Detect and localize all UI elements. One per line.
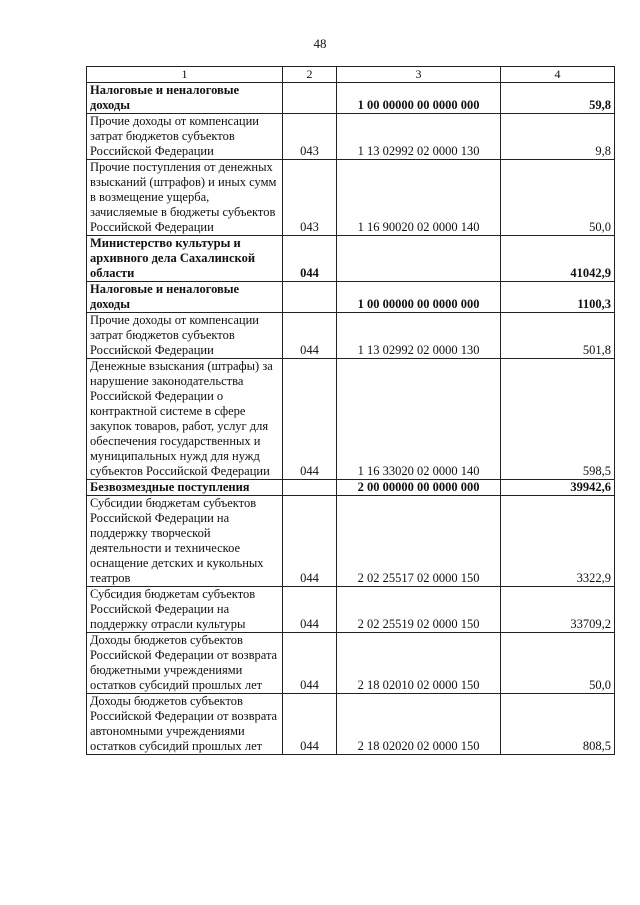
row-classification-code-cell: 2 00 00000 00 0000 000: [337, 480, 501, 496]
column-number-4: 4: [501, 67, 615, 83]
table-row: [87, 114, 615, 160]
row-admin-code-cell: [283, 480, 337, 496]
row-admin-code-cell: 044: [283, 359, 337, 480]
row-admin-code-cell: [283, 83, 337, 114]
row-admin-code-cell: 044: [283, 236, 337, 282]
table-row: [87, 236, 615, 282]
row-classification-code-cell: [337, 236, 501, 282]
row-name-cell: Субсидии бюджетам субъектов Российской Федерации на поддержку творческой деятельности и техническое оснащение детских и кукольных театров: [87, 496, 283, 587]
row-name-cell: Доходы бюджетов субъектов Российской Федерации от возврата автономными учреждениями остатков субсидий прошлых лет: [87, 694, 283, 755]
row-name-cell: Прочие доходы от компенсации затрат бюджетов субъектов Российской Федерации: [87, 313, 283, 359]
row-amount-cell: 39942,6: [501, 480, 615, 496]
row-admin-code-cell: [283, 282, 337, 313]
row-name-cell: Налоговые и неналоговые доходы: [87, 282, 283, 313]
row-amount-cell: 3322,9: [501, 496, 615, 587]
row-amount-cell: 9,8: [501, 114, 615, 160]
table-row: [87, 359, 615, 480]
row-amount-cell: 598,5: [501, 359, 615, 480]
row-name-cell: Налоговые и неналоговые доходы: [87, 83, 283, 114]
row-classification-code-cell: 1 00 00000 00 0000 000: [337, 83, 501, 114]
row-name-cell: Министерство культуры и архивного дела Сахалинской области: [87, 236, 283, 282]
column-number-row: [87, 67, 615, 83]
row-amount-cell: 33709,2: [501, 587, 615, 633]
page-number: 48: [313, 36, 327, 51]
table-row: [87, 160, 615, 236]
row-name-cell: Субсидия бюджетам субъектов Российской Федерации на поддержку отрасли культуры: [87, 587, 283, 633]
row-classification-code-cell: 2 02 25517 02 0000 150: [337, 496, 501, 587]
row-classification-code-cell: 1 13 02992 02 0000 130: [337, 114, 501, 160]
row-admin-code-cell: 044: [283, 313, 337, 359]
row-amount-cell: 808,5: [501, 694, 615, 755]
table-row: [87, 282, 615, 313]
row-classification-code-cell: 1 00 00000 00 0000 000: [337, 282, 501, 313]
row-classification-code-cell: 2 02 25519 02 0000 150: [337, 587, 501, 633]
row-amount-cell: 50,0: [501, 160, 615, 236]
table-row: [87, 587, 615, 633]
row-classification-code-cell: 2 18 02020 02 0000 150: [337, 694, 501, 755]
row-admin-code-cell: 043: [283, 114, 337, 160]
column-number-2: 2: [283, 67, 337, 83]
row-classification-code-cell: 2 18 02010 02 0000 150: [337, 633, 501, 694]
row-name-cell: Прочие поступления от денежных взысканий (штрафов) и иных сумм в возмещение ущерба, зачисляемые в бюджеты субъектов Российской Федерации: [87, 160, 283, 236]
row-amount-cell: 59,8: [501, 83, 615, 114]
row-admin-code-cell: 044: [283, 496, 337, 587]
row-amount-cell: 41042,9: [501, 236, 615, 282]
row-admin-code-cell: 044: [283, 694, 337, 755]
row-name-cell: Безвозмездные поступления: [87, 480, 283, 496]
table-row: [87, 694, 615, 755]
column-number-1: 1: [87, 67, 283, 83]
table-row: [87, 83, 615, 114]
row-name-cell: Прочие доходы от компенсации затрат бюджетов субъектов Российской Федерации: [87, 114, 283, 160]
table-row: [87, 313, 615, 359]
column-number-3: 3: [337, 67, 501, 83]
row-classification-code-cell: 1 16 90020 02 0000 140: [337, 160, 501, 236]
row-amount-cell: 501,8: [501, 313, 615, 359]
row-admin-code-cell: 043: [283, 160, 337, 236]
budget-table: [86, 66, 615, 755]
row-admin-code-cell: 044: [283, 633, 337, 694]
table-row: [87, 496, 615, 587]
row-amount-cell: 1100,3: [501, 282, 615, 313]
row-name-cell: Доходы бюджетов субъектов Российской Федерации от возврата бюджетными учреждениями остатков субсидий прошлых лет: [87, 633, 283, 694]
row-classification-code-cell: 1 16 33020 02 0000 140: [337, 359, 501, 480]
table-row: [87, 633, 615, 694]
row-name-cell: Денежные взыскания (штрафы) за нарушение законодательства Российской Федерации о контрактной системе в сфере закупок товаров, работ, услуг для обеспечения государственных и муниципальных нужд для нужд субъектов Российской Федерации: [87, 359, 283, 480]
row-admin-code-cell: 044: [283, 587, 337, 633]
row-amount-cell: 50,0: [501, 633, 615, 694]
table-row: [87, 480, 615, 496]
row-classification-code-cell: 1 13 02992 02 0000 130: [337, 313, 501, 359]
